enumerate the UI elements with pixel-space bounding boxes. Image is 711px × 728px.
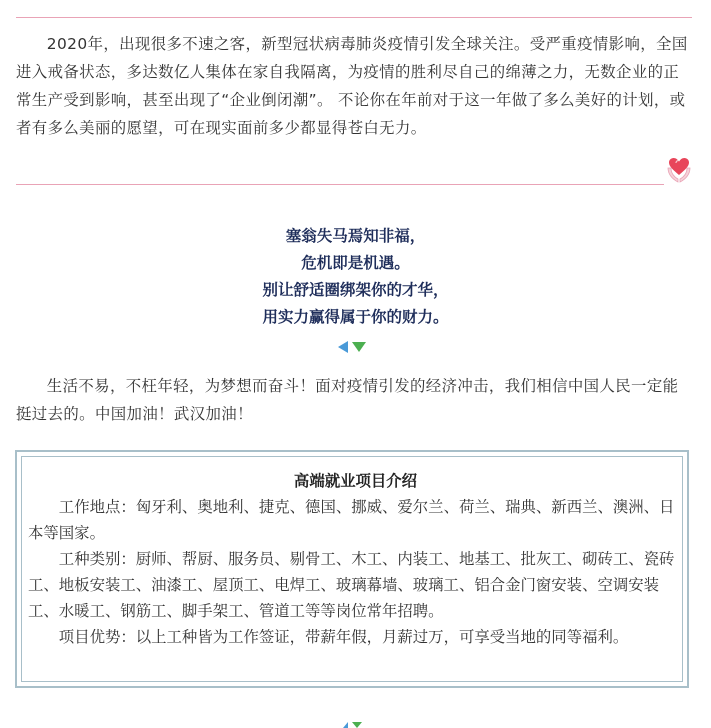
project-advantages: 项目优势：以上工种皆为工作签证，带薪年假，月薪过万，可享受当地的同等福利。 bbox=[58, 628, 629, 646]
poem-line: 用实力赢得属于你的财力。 bbox=[262, 307, 449, 326]
project-title: 高端就业项目介绍 bbox=[293, 472, 418, 490]
project-locations: 工作地点：匈牙利、奥地利、捷克、德国、挪威、爱尔兰、荷兰、瑞典、新西兰、澳洲、日本等国家。 bbox=[28, 498, 675, 542]
poem-line: 危机即是机遇。 bbox=[301, 253, 410, 272]
poem-line: 塞翁失马焉知非福， bbox=[285, 226, 426, 245]
middle-divider bbox=[16, 184, 664, 185]
top-divider bbox=[16, 17, 692, 18]
project-job-types: 工种类别：厨师、帮厨、服务员、剔骨工、木工、内装工、地基工、批灰工、砌砖工、瓷砖工、地板安装工、油漆工、屋顶工、电焊工、玻璃幕墙、玻璃工、铝合金门窗安装、空调安装工、水暖工、钢筋工、脚手架工、管道工等等岗位常年招聘。 bbox=[28, 550, 675, 620]
poem-block bbox=[0, 222, 711, 330]
encouragement-paragraph: 生活不易，不枉年轻，为梦想而奋斗！面对疫情引发的经济冲击，我们相信中国人民一定能挺过去的。中国加油！武汉加油！ bbox=[16, 377, 679, 423]
bottom-arrows-icon bbox=[340, 722, 364, 728]
heart-in-hands-icon bbox=[666, 155, 692, 185]
intro-paragraph: 2020年，出现很多不速之客，新型冠状病毒肺炎疫情引发全球关注。受严重疫情影响，全国进入戒备状态，多达数亿人集体在家自我隔离，为疫情的胜利尽自己的绵薄之力，无数企业的正常生产受到影响，甚至出现了“企业倒闭潮”。 不论你在年前对于这一年做了多么美好的计划，或者有多么美丽的愿望，可在现实面前多少都显得苍白无力。 bbox=[16, 35, 688, 137]
poem-line: 别让舒适圈绑架你的才华， bbox=[262, 280, 449, 299]
triangle-arrows-icon bbox=[337, 340, 369, 354]
project-body bbox=[28, 494, 678, 650]
